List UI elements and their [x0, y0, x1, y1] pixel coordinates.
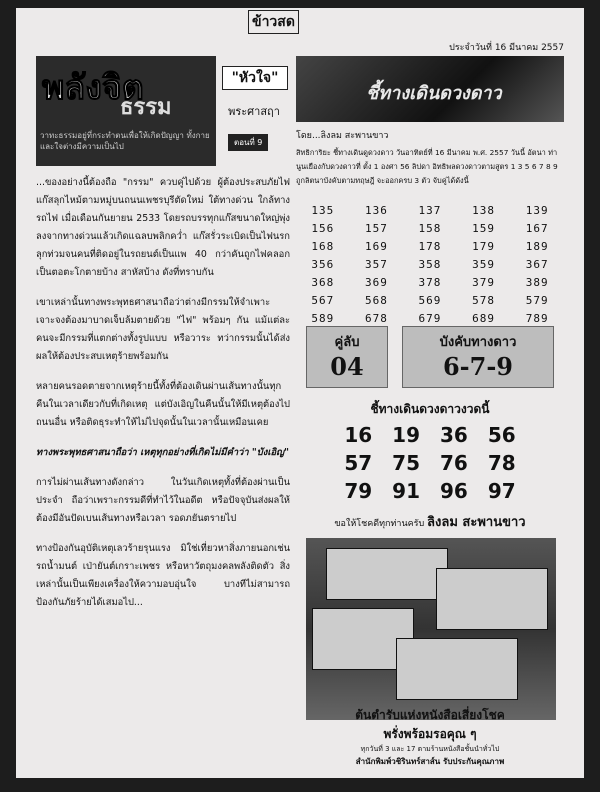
order-box	[402, 326, 554, 388]
grid-cell: 389	[525, 276, 549, 289]
lotto-intro: สิทธิการิยะ ชี้ทางเดินดูดวงดาว วันอาทิตย์ที่ 16 มีนาคม พ.ศ. 2557 วันนี้ อัตนา ท่านูนเยืองกับดวงดาวที่ ตั้ง 1 องศา 56 ลิปดา อิทธิพลดวงดาวตามสูตร 1 3 5 6 7 8 9 ถูกลิตนาบังคับตามทฤษฎี จะออกครบ 3 ตัว จับคู่ได้ดังนี้	[296, 148, 558, 185]
lucky-row	[296, 479, 564, 507]
grid-cell: 136	[364, 204, 388, 217]
column-subtitle: วาทะธรรมอยู่ที่กระทำตนเพื่อให้เกิดปัญญา ทั้งกายและใจต่างมีความเป็นไป	[40, 131, 210, 151]
result-boxes	[296, 326, 564, 388]
grid-cell: 589	[311, 312, 335, 325]
lotto-header-photo	[296, 56, 564, 122]
grid-cell: 579	[525, 294, 549, 307]
lucky-number: 16	[344, 423, 373, 447]
grid-cell: 168	[311, 240, 335, 253]
pair-label: คู่ลับ	[334, 335, 360, 350]
column-title: พลังจิต	[42, 68, 144, 108]
grid-cell: 568	[364, 294, 388, 307]
number-grid	[296, 204, 564, 330]
grid-cell: 789	[525, 312, 549, 325]
grid-cell: 135	[311, 204, 335, 217]
grid-cell: 138	[472, 204, 496, 217]
pair-value: 04	[330, 352, 364, 381]
page-header	[16, 8, 584, 56]
lucky-number: 36	[440, 423, 468, 447]
grid-cell: 578	[472, 294, 496, 307]
grid-cell: 157	[364, 222, 388, 235]
grid-row	[296, 258, 564, 276]
lucky-numbers	[296, 400, 564, 532]
grid-cell: 156	[311, 222, 335, 235]
grid-cell: 179	[472, 240, 496, 253]
lucky-signoff	[296, 511, 564, 532]
magazine-cover	[326, 548, 448, 600]
order-label: บังคับทางดาว	[439, 335, 517, 350]
grid-cell: 689	[472, 312, 496, 325]
magazine-cover	[396, 638, 518, 700]
left-column	[36, 56, 290, 770]
grid-cell: 169	[364, 240, 388, 253]
ad-tagline: พรั่งพร้อมรอคุณ ๆ	[383, 727, 477, 741]
lucky-title: ชี้ทางเดินดวงดาวงวดนี้	[370, 402, 490, 416]
grid-row	[296, 276, 564, 294]
paragraph: หลายคนรอดตายจากเหตุร้ายนี้ทั้งที่ต้องเดินผ่านเส้นทางนั้นทุกคืนในเวลาเดียวกับที่เกิดเหตุ แต่บังเอิญในคืนนั้นให้มีเหตุต้องไปถนนอื่น หรือติดธุระทำให้ไม่ไปจุดนั้นในเวลานั้นเหมือนเคย	[36, 381, 290, 428]
paragraph: การไม่ผ่านเส้นทางดังกล่าว ในวันเกิดเหตุทั้งที่ต้องผ่านเป็นประจำ ถือว่าเพราะกรรมดีที่ทำไว้ในอดีต หรือปัจจุบันส่งผลให้ต้องมีอันปัดเบนเส้นทางหรือเวลา รอดภยันตรายไป	[36, 477, 290, 524]
lucky-row	[296, 423, 564, 451]
paragraph: เขาเหล่านั้นทางพระพุทธศาสนาถือว่าต่างมีกรรมให้จำเพาะเจาะจงต้องมาบาดเจ็บล้มตายด้วย "ไฟ" พร้อมๆ กัน แม้แต่ละคนจะมีกรรมที่แตกต่างทั้งรูปแบบ หรือวาระ ทว่ากรรมนั้นได้ส่งผลให้ต้องประสบเหตุร้ายพร้อมกัน	[36, 297, 290, 362]
column-body	[36, 174, 290, 624]
grid-row	[296, 240, 564, 258]
grid-row	[296, 294, 564, 312]
issue-date: ประจำวันที่ 16 มีนาคม 2557	[449, 43, 564, 53]
paragraph-emphasis: ทางพระพุทธศาสนาถือว่า เหตุทุกอย่างที่เกิดไม่มีคำว่า "บังเอิญ"	[36, 447, 290, 458]
grid-cell: 679	[418, 312, 442, 325]
grid-cell: 379	[472, 276, 496, 289]
ad-headline: ต้นตำรับแห่งหนังสือเสี่ยงโชค	[355, 708, 505, 722]
author-quote: "หัวใจ"	[222, 66, 288, 90]
lucky-row	[296, 451, 564, 479]
paragraph: ...ของอย่างนี้ต้องถือ "กรรม" ควบคู่ไปด้วย ผู้ต้องประสบภัยไฟแก๊สลุกไหม้ตามหมู่บนถนนเพชรบุรีตัดใหม่ ใต้ทางด่วน ใกล้ทางรถไฟ เมื่อเดือนกันยายน 2533 โดยรถบรรทุกแก๊สขนาดใหญ่พุ่งลงจากทางด่วนแล้วเกิดแฉลบพลิกคว่ำ แก๊สรั่วระเบิดเป็นไฟนรกลุกท่วมจนคนที่ติดอยู่ในรถยนต์เป็นแพ 40 กว่าคันถูกไฟคลอกเป็นตอตะโกตายบ้าง สาหัสบ้าง ดังที่ทราบกัน	[36, 177, 290, 278]
column-title-sub: ธรรม	[120, 94, 172, 120]
grid-cell: 678	[364, 312, 388, 325]
grid-cell: 369	[364, 276, 388, 289]
paragraph: ทางป้องกันอุบัติเหตุเลวร้ายรุนแรง มิใช่เที่ยวหาสิ่งภายนอกเช่น รถน้ำมนต์ เป่ายันต์เกราะเพชร หรือหาวัตถุมงคลพลังติดตัว สิ่งเหล่านั้นเป็นเพียงเครื่องให้ความอบอุ่นใจ บางทีไม่สามารถป้องกันภัยร้ายได้เสมอไป...	[36, 543, 290, 608]
grid-cell: 167	[525, 222, 549, 235]
grid-cell: 189	[525, 240, 549, 253]
author-name: พระศาสฤา	[228, 105, 280, 118]
grid-cell: 356	[311, 258, 335, 271]
author-box	[218, 56, 290, 166]
lucky-number: 79	[344, 479, 373, 503]
grid-cell: 567	[311, 294, 335, 307]
ad-caption	[296, 706, 564, 768]
lucky-number: 56	[487, 423, 516, 447]
grid-cell: 357	[364, 258, 388, 271]
grid-cell: 158	[418, 222, 442, 235]
signoff-text: ขอให้โชคดีทุกท่านครับ	[334, 519, 425, 529]
grid-cell: 368	[311, 276, 335, 289]
episode-badge: ตอนที่ 9	[228, 134, 268, 151]
lucky-number: 19	[392, 423, 420, 447]
order-value: 6-7-9	[442, 352, 514, 381]
lucky-number: 91	[392, 479, 420, 503]
lucky-number: 78	[487, 451, 516, 475]
lotto-title: ชี้ทางเดินดวงดาว	[366, 83, 502, 104]
lucky-number: 75	[392, 451, 420, 475]
magazine-ad-photo	[306, 538, 556, 720]
lucky-number: 97	[487, 479, 516, 503]
signoff-name: ลิงลม สะพานขาว	[427, 515, 526, 530]
lucky-number: 96	[440, 479, 468, 503]
ad-publisher: สำนักพิมพ์วชิรินทร์สาส์น รับประกันคุณภาพ	[355, 757, 505, 766]
grid-row	[296, 204, 564, 222]
pair-box	[306, 326, 388, 388]
grid-cell: 367	[525, 258, 549, 271]
lucky-number: 76	[440, 451, 468, 475]
lotto-byline: โดย...ลิงลม สะพานขาว	[296, 131, 389, 141]
grid-cell: 569	[418, 294, 442, 307]
column-banner	[36, 56, 216, 166]
grid-cell: 378	[418, 276, 442, 289]
grid-cell: 139	[525, 204, 549, 217]
grid-cell: 178	[418, 240, 442, 253]
ad-schedule: ทุกวันที่ 3 และ 17 ตามร้านหนังสือชั้นนำทั่วไป	[360, 745, 500, 753]
right-column	[296, 56, 564, 770]
grid-row	[296, 222, 564, 240]
newspaper-page	[16, 8, 584, 778]
grid-cell: 159	[472, 222, 496, 235]
magazine-cover	[436, 568, 548, 630]
lucky-number: 57	[344, 451, 373, 475]
grid-cell: 359	[472, 258, 496, 271]
grid-cell: 137	[418, 204, 442, 217]
newspaper-logo: ข้าวสด	[248, 10, 299, 34]
grid-cell: 358	[418, 258, 442, 271]
